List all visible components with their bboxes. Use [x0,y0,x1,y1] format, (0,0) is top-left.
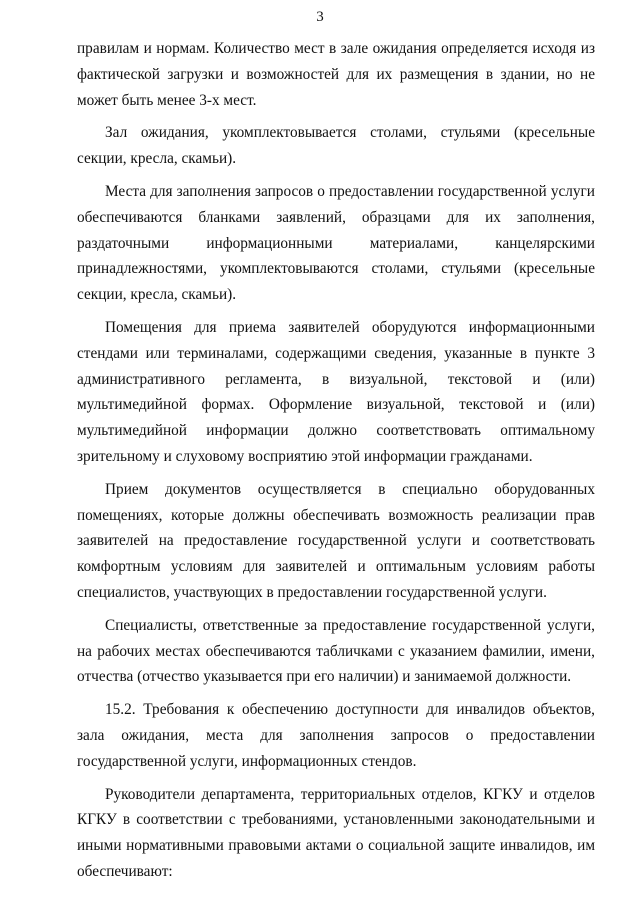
page-number: 3 [316,9,324,25]
paragraph-document-reception: Прием документов осуществляется в специально оборудованных помещениях, которые должны обеспечивать возможность реализации прав заявителей на предоставление государственной услуги и соответствовать комфортным условиям для заявителей и оптимальным условиям работы специалистов, участвующих в предоставлении государственной услуги. [77,480,595,601]
paragraph-request-filling-places: Места для заполнения запросов о предоставлении государственной услуги обеспечиваются бланками заявлений, образцами для их заполнения, раздаточными информационными материалами, канцелярскими принадлежностями, укомплектовываются столами, стульями (кресельные секции, кресла, скамьи). [77,182,595,304]
paragraph-waiting-hall-furniture: Зал ожидания, укомплектовывается столами, стульями (кресельные секции, кресла, скамьи). [77,124,595,168]
paragraph-continuation-waiting-hall-norms: правилам и нормам. Количество мест в зале ожидания определяется исходя из фактической загрузки и возможностей для их размещения в здании, но не может быть менее 3-х мест. [77,40,595,109]
paragraph-managers-obligations: Руководители департамента, территориальных отделов, КГКУ и отделов КГКУ в соответствии с требованиями, установленными законодательными и иными нормативными правовыми актами о социальной защите инвалидов, им обеспечивают: [77,785,595,880]
paragraph-section-15-2-heading: 15.2. Требования к обеспечению доступности для инвалидов объектов, зала ожидания, места для заполнения запросов о предоставлении государственной услуги, информационных стендов. [77,701,595,770]
paragraph-information-stands: Помещения для приема заявителей оборудуются информационными стендами или терминалами, содержащими сведения, указанные в пункте 3 административного регламента, в визуальной, текстовой и (или) мультимедийной формах. Оформление визуальной, текстовой и (или) мультимедийной информации должно соответствовать оптимальному зрительному и слуховому восприятию этой информации гражданами. [77,318,595,465]
paragraph-specialists-nameplates: Специалисты, ответственные за предоставление государственной услуги, на рабочих местах обеспечиваются табличками с указанием фамилии, имени, отчества (отчество указывается при его наличии) и занимаемой должности. [77,616,595,686]
document-body [77,36,595,892]
